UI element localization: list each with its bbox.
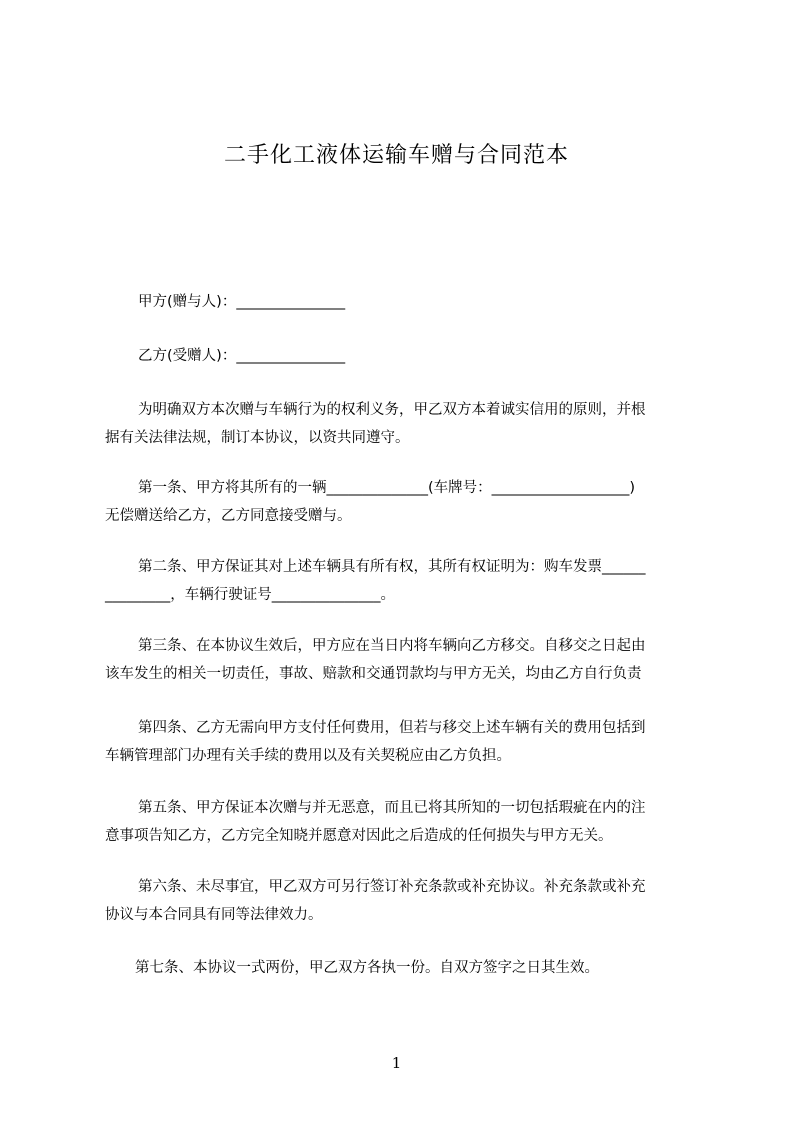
article-5-line-1: 第五条、甲方保证本次赠与并无恶意，而且已将其所知的一切包括瑕疵在内的注 [138,800,646,816]
article-2-line-1: 第二条、甲方保证其对上述车辆具有所有权，其所有权证明为：购车发票______ [138,559,646,575]
article-5-line-2: 意事项告知乙方，乙方完全知晓并愿意对因此之后造成的任何损失与甲方无关。 [105,828,613,844]
article-3-line-1: 第三条、在本协议生效后，甲方应在当日内将车辆向乙方移交。自移交之日起由 [138,638,646,654]
article-1 [105,474,705,530]
article-4-line-2: 车辆管理部门办理有关手续的费用以及有关契税应由乙方负担。 [105,748,511,764]
article-6-line-2: 协议与本合同具有同等法律效力。 [105,907,323,923]
intro-paragraph [105,396,705,452]
party-a-line: 甲方(赠与人)：_______________ [138,294,346,310]
article-1-line-2: 无偿赠送给乙方，乙方同意接受赠与。 [105,508,352,524]
article-7-line-1: 第七条、本协议一式两份，甲乙双方各执一份。自双方签字之日其生效。 [135,960,599,976]
article-2 [105,553,705,609]
article-4 [105,714,705,770]
article-6 [105,873,705,929]
article-5 [105,794,705,850]
page-number: 1 [391,1054,402,1072]
article-2-line-2: _________，车辆行驶证号_______________。 [105,587,395,603]
article-3-line-2: 该车发生的相关一切责任，事故、赔款和交通罚款均与甲方无关，均由乙方自行负责 [105,666,642,682]
document-title: 二手化工液体运输车赠与合同范本 [223,143,569,168]
party-b-line: 乙方(受赠人)：_______________ [138,348,346,364]
article-4-line-1: 第四条、乙方无需向甲方支付任何费用，但若与移交上述车辆有关的费用包括到 [138,720,646,736]
article-7 [105,954,705,982]
intro-line-2: 据有关法律法规，制订本协议，以资共同遵守。 [105,430,410,446]
article-3 [105,632,705,688]
article-1-line-1: 第一条、甲方将其所有的一辆______________(车牌号：___________________) [138,480,636,496]
article-6-line-1: 第六条、未尽事宜，甲乙双方可另行签订补充条款或补充协议。补充条款或补充 [138,879,646,895]
intro-line-1: 为明确双方本次赠与车辆行为的权利义务，甲乙双方本着诚实信用的原则，并根 [138,402,646,418]
